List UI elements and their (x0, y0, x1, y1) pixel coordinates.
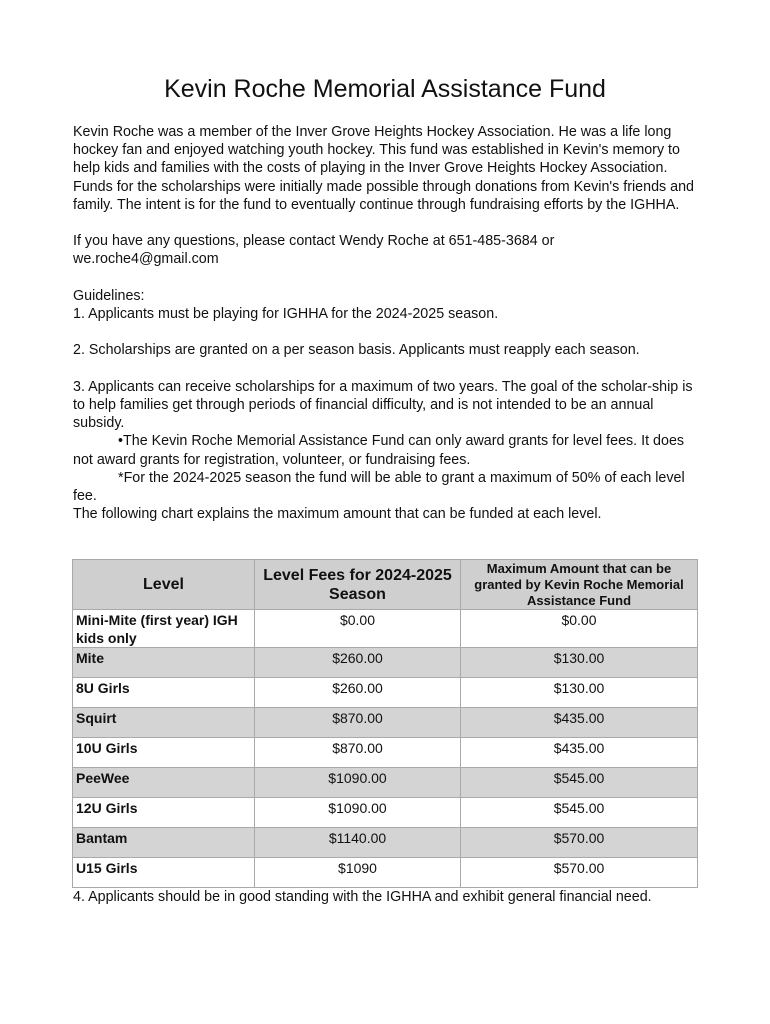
max-cell: $130.00 (461, 678, 698, 708)
fee-cell: $1090.00 (255, 798, 461, 828)
table-header-row (73, 560, 698, 610)
header-level-fees: Level Fees for 2024-2025 Season (255, 560, 461, 610)
max-cell: $570.00 (461, 858, 698, 888)
chart-intro: The following chart explains the maximum amount that can be funded at each level. (73, 506, 602, 523)
document-body (73, 123, 703, 523)
table-row (73, 678, 698, 708)
level-cell: 10U Girls (73, 738, 255, 768)
header-level: Level (73, 560, 255, 610)
guidelines-heading: Guidelines: (73, 287, 145, 304)
max-cell: $545.00 (461, 768, 698, 798)
fee-cell: $260.00 (255, 648, 461, 678)
guideline-2: 2. Scholarships are granted on a per season basis. Applicants must reapply each season. (73, 342, 640, 359)
guideline-3: 3. Applicants can receive scholarships for a maximum of two years. The goal of the scholar-ship is to help families get through periods of financial difficulty, and is not intended to be an annual subsidy. (73, 378, 693, 432)
table-row (73, 768, 698, 798)
level-cell: Mini-Mite (first year) IGH kids only (73, 610, 255, 648)
table-row (73, 648, 698, 678)
level-cell: 8U Girls (73, 678, 255, 708)
max-cell: $435.00 (461, 708, 698, 738)
max-cell: $130.00 (461, 648, 698, 678)
fee-cell: $1090 (255, 858, 461, 888)
intro-paragraph: Kevin Roche was a member of the Inver Grove Heights Hockey Association. He was a life long hockey fan and enjoyed watching youth hockey. This fund was established in Kevin's memory to help kids and families with the costs of playing in the Inver Grove Heights Hockey Association. Funds for the scholarships were initially made possible through donations from Kevin's friends and family. The intent is for the fund to eventually continue through fundraising efforts by the IGHHA. (73, 124, 695, 213)
level-cell: PeeWee (73, 768, 255, 798)
level-cell: Bantam (73, 828, 255, 858)
max-cell: $435.00 (461, 738, 698, 768)
guideline-3-bullet-2: *For the 2024-2025 season the fund will be able to grant a maximum of 50% of each level fee. (73, 469, 685, 504)
level-cell: 12U Girls (73, 798, 255, 828)
guideline-3-bullet-1: •The Kevin Roche Memorial Assistance Fund can only award grants for level fees. It does not award grants for registration, volunteer, or fundraising fees. (73, 433, 685, 468)
header-max-amount: Maximum Amount that can be granted by Kevin Roche Memorial Assistance Fund (461, 560, 698, 610)
table-row (73, 828, 698, 858)
contact-paragraph: If you have any questions, please contact Wendy Roche at 651-485-3684 or we.roche4@gmail.com (73, 233, 555, 268)
fee-cell: $1090.00 (255, 768, 461, 798)
fee-table (72, 559, 698, 888)
table-row (73, 858, 698, 888)
table-row (73, 798, 698, 828)
max-cell: $545.00 (461, 798, 698, 828)
fee-cell: $0.00 (255, 610, 461, 648)
table-row (73, 738, 698, 768)
level-cell: U15 Girls (73, 858, 255, 888)
table-row (73, 708, 698, 738)
fee-cell: $1140.00 (255, 828, 461, 858)
guideline-1: 1. Applicants must be playing for IGHHA for the 2024-2025 season. (73, 306, 499, 322)
fee-cell: $260.00 (255, 678, 461, 708)
max-cell: $570.00 (461, 828, 698, 858)
max-cell: $0.00 (461, 610, 698, 648)
fee-cell: $870.00 (255, 738, 461, 768)
level-cell: Mite (73, 648, 255, 678)
fee-cell: $870.00 (255, 708, 461, 738)
guideline-4: 4. Applicants should be in good standing with the IGHHA and exhibit general financial need. (73, 889, 652, 905)
page-title: Kevin Roche Memorial Assistance Fund (164, 75, 606, 103)
table-row (73, 610, 698, 648)
level-cell: Squirt (73, 708, 255, 738)
